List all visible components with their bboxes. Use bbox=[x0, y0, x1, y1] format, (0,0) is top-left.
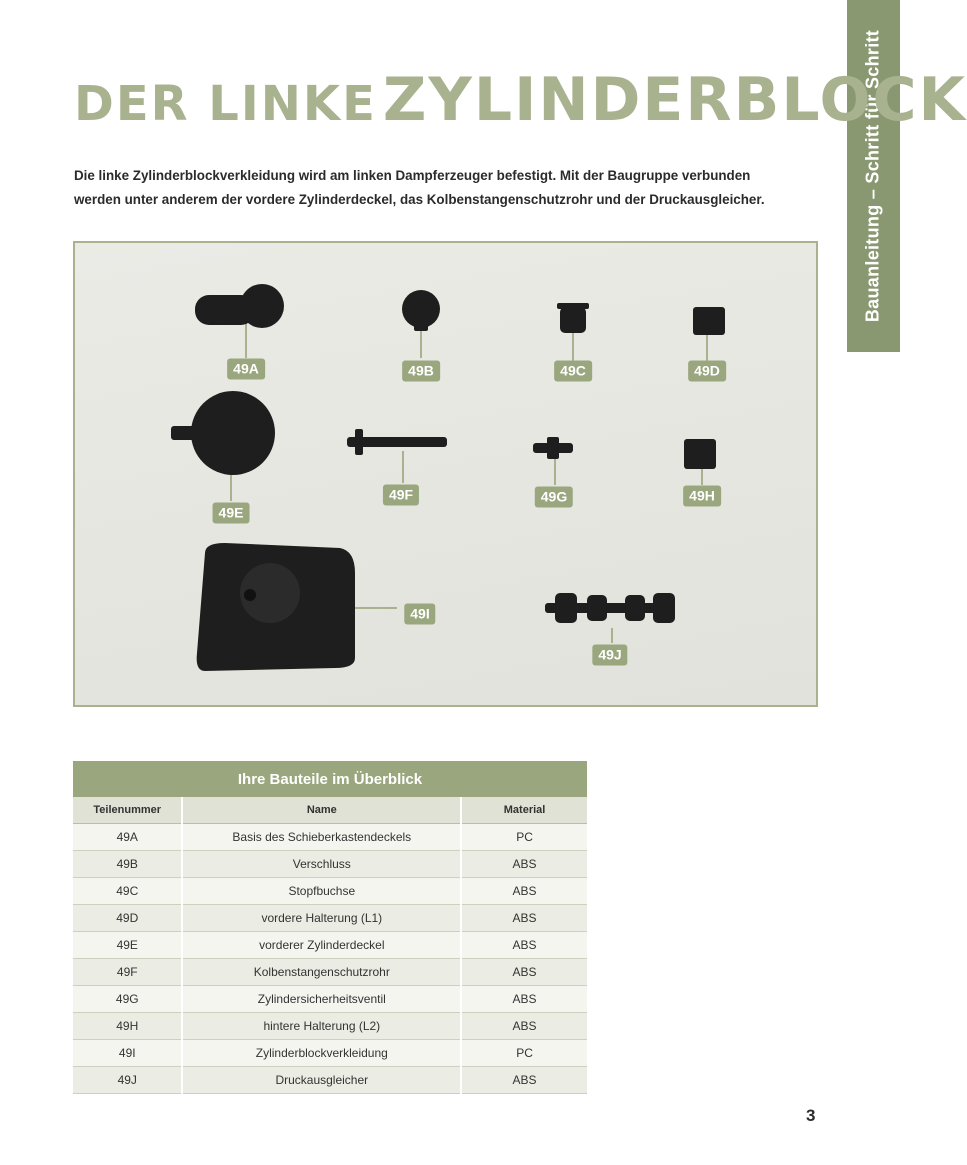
part-material: ABS bbox=[461, 851, 587, 878]
page-title-part1: DER LINKE bbox=[74, 76, 377, 132]
table-row bbox=[73, 905, 587, 932]
part-name: Zylindersicherheitsventil bbox=[182, 986, 461, 1013]
section-side-tab bbox=[847, 0, 900, 352]
part-name: Verschluss bbox=[182, 851, 461, 878]
part-number: 49C bbox=[73, 878, 182, 905]
table-row bbox=[73, 1040, 587, 1067]
callout-49C: 49C bbox=[554, 361, 592, 382]
part-name: Kolbenstangenschutzrohr bbox=[182, 959, 461, 986]
part-number: 49G bbox=[73, 986, 182, 1013]
part-name: Druckausgleicher bbox=[182, 1067, 461, 1094]
part-material: PC bbox=[461, 824, 587, 851]
part-material: ABS bbox=[461, 959, 587, 986]
callout-49F: 49F bbox=[383, 485, 419, 506]
part-49E-shape bbox=[171, 391, 275, 475]
page-title bbox=[74, 65, 967, 135]
part-49C-shape bbox=[557, 303, 589, 333]
part-49J-shape bbox=[545, 593, 675, 623]
part-name: vordere Halterung (L1) bbox=[182, 905, 461, 932]
column-header-part-number: Teilenummer bbox=[73, 797, 182, 824]
column-header-name: Name bbox=[182, 797, 461, 824]
part-name: Stopfbuchse bbox=[182, 878, 461, 905]
parts-photo bbox=[73, 241, 818, 707]
part-49A-shape bbox=[195, 284, 284, 328]
table-row bbox=[73, 932, 587, 959]
callout-49I: 49I bbox=[404, 604, 435, 625]
parts-illustration bbox=[75, 243, 816, 705]
table-row bbox=[73, 986, 587, 1013]
part-number: 49A bbox=[73, 824, 182, 851]
intro-paragraph: Die linke Zylinderblockverkleidung wird am linken Dampferzeuger befestigt. Mit der Baugruppe verbunden werden unter anderem der vordere Zylinderdeckel, das Kolbenstangenschutzrohr und der Druckausgleicher. bbox=[74, 168, 765, 207]
part-name: Basis des Schieberkastendeckels bbox=[182, 824, 461, 851]
table-row bbox=[73, 1067, 587, 1094]
part-number: 49H bbox=[73, 1013, 182, 1040]
callout-49A: 49A bbox=[227, 359, 265, 380]
callout-49J: 49J bbox=[592, 645, 627, 666]
part-49I-shape bbox=[197, 543, 355, 671]
part-number: 49F bbox=[73, 959, 182, 986]
part-49B-shape bbox=[402, 290, 440, 331]
part-number: 49J bbox=[73, 1067, 182, 1094]
section-side-tab-label: Bauanleitung – Schritt für Schritt bbox=[862, 29, 883, 323]
part-number: 49E bbox=[73, 932, 182, 959]
parts-overview-table bbox=[73, 761, 587, 1094]
part-material: ABS bbox=[461, 905, 587, 932]
part-material: ABS bbox=[461, 1067, 587, 1094]
part-number: 49D bbox=[73, 905, 182, 932]
table-row bbox=[73, 878, 587, 905]
column-header-material: Material bbox=[461, 797, 587, 824]
part-name: vorderer Zylinderdeckel bbox=[182, 932, 461, 959]
part-name: Zylinderblockverkleidung bbox=[182, 1040, 461, 1067]
part-number: 49B bbox=[73, 851, 182, 878]
table-row bbox=[73, 1013, 587, 1040]
table-title: Ihre Bauteile im Überblick bbox=[73, 761, 587, 797]
page-number: 3 bbox=[806, 1106, 816, 1125]
part-material: ABS bbox=[461, 932, 587, 959]
part-name: hintere Halterung (L2) bbox=[182, 1013, 461, 1040]
part-49H-shape bbox=[684, 439, 716, 469]
page-title-part2: ZYLINDERBLOCK bbox=[382, 65, 967, 135]
table-row bbox=[73, 851, 587, 878]
part-number: 49I bbox=[73, 1040, 182, 1067]
callout-49B: 49B bbox=[402, 361, 440, 382]
part-49D-shape bbox=[693, 307, 725, 335]
part-material: ABS bbox=[461, 878, 587, 905]
part-material: PC bbox=[461, 1040, 587, 1067]
callout-49H: 49H bbox=[683, 486, 721, 507]
part-49F-shape bbox=[347, 429, 447, 455]
part-49G-shape bbox=[533, 437, 573, 459]
table-row bbox=[73, 959, 587, 986]
callout-49E: 49E bbox=[213, 503, 250, 524]
table-row bbox=[73, 824, 587, 851]
part-material: ABS bbox=[461, 1013, 587, 1040]
callout-49D: 49D bbox=[688, 361, 726, 382]
part-material: ABS bbox=[461, 986, 587, 1013]
callout-49G: 49G bbox=[535, 487, 573, 508]
